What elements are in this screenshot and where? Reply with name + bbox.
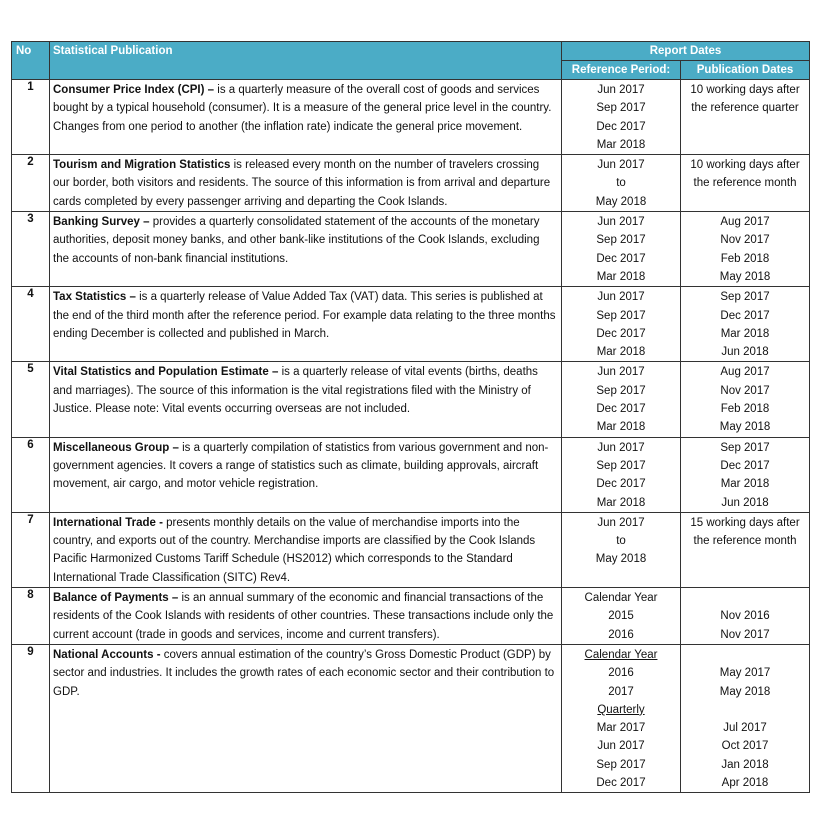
report-dates-table <box>11 41 810 793</box>
publication-title: Tourism and Migration Statistics <box>53 159 231 172</box>
reference-period: Mar 2018 <box>596 138 646 151</box>
row-number: 4 <box>12 287 50 362</box>
table-row <box>12 512 810 587</box>
title-separator: – <box>139 216 153 229</box>
publication-title: Consumer Price Index (CPI) <box>53 84 205 96</box>
publication-date: Oct 2017 <box>721 740 769 753</box>
publication-dates-cell <box>681 588 810 645</box>
reference-period: Calendar Year <box>584 648 658 661</box>
publication-title: Vital Statistics and Population Estimate <box>53 366 269 379</box>
publication-title: Balance of Payments <box>53 592 169 605</box>
publication-description <box>50 512 562 587</box>
reference-period: Jun 2017 <box>597 516 645 529</box>
publication-date: the reference month <box>693 177 797 190</box>
publication-description <box>50 287 562 362</box>
reference-period: Sep 2017 <box>596 758 646 771</box>
publication-date: the reference month <box>693 535 797 548</box>
publication-date: Jul 2017 <box>723 722 767 735</box>
reference-period: 2015 <box>608 610 634 623</box>
publication-date: Feb 2018 <box>720 252 770 265</box>
reference-period-cell <box>562 80 681 155</box>
reference-period-cell <box>562 588 681 645</box>
publication-date: Dec 2017 <box>720 459 770 472</box>
publication-date: Nov 2017 <box>720 384 770 397</box>
publication-description <box>50 155 562 212</box>
publication-dates-cell <box>681 512 810 587</box>
reference-period: Dec 2017 <box>596 776 646 789</box>
publication-date: May 2017 <box>719 667 771 680</box>
publication-date: Mar 2018 <box>720 327 770 340</box>
publication-description <box>50 437 562 512</box>
publication-dates-cell <box>681 437 810 512</box>
publication-date: May 2018 <box>719 421 771 434</box>
title-separator: – <box>268 366 282 379</box>
reference-period: Dec 2017 <box>596 403 646 416</box>
reference-period-cell <box>562 437 681 512</box>
publication-date: May 2018 <box>719 270 771 283</box>
reference-period-cell <box>562 155 681 212</box>
reference-period: Sep 2017 <box>596 459 646 472</box>
publication-description <box>50 644 562 792</box>
publication-date: Apr 2018 <box>721 776 769 789</box>
row-number: 2 <box>12 155 50 212</box>
publication-dates-cell <box>681 212 810 287</box>
title-separator: - <box>153 648 164 661</box>
publication-date: Nov 2017 <box>720 628 770 641</box>
publication-text: is an annual summary of the economic and financial transactions of the residents of the Cook Islands with residents of other countries. These transactions include only the current account (trade in goods and services, income and current transfers). <box>53 592 554 641</box>
header-report-dates: Report Dates <box>562 42 810 61</box>
reference-period: Jun 2017 <box>597 291 645 304</box>
publication-dates-cell <box>681 287 810 362</box>
row-number: 6 <box>12 437 50 512</box>
publication-date: Aug 2017 <box>720 366 770 379</box>
reference-period: Jun 2017 <box>597 159 645 172</box>
publication-date: Mar 2018 <box>720 478 770 491</box>
table-row <box>12 287 810 362</box>
title-separator: – <box>126 291 140 304</box>
table-row <box>12 644 810 792</box>
reference-period: May 2018 <box>595 553 647 566</box>
reference-period: Jun 2017 <box>597 740 645 753</box>
reference-period: Jun 2017 <box>597 84 645 96</box>
table-row <box>12 588 810 645</box>
row-number: 1 <box>12 80 50 155</box>
publication-date: Jun 2018 <box>721 496 769 509</box>
table-row <box>12 437 810 512</box>
reference-period-cell <box>562 287 681 362</box>
publication-text: is a quarterly release of vital events (births, deaths and marriages). The source of this information is the vital registrations filed with the Ministry of Justice. Please note: Vital events occurring overseas are not included. <box>53 366 538 416</box>
publication-description <box>50 588 562 645</box>
publication-dates-cell <box>681 155 810 212</box>
row-number: 8 <box>12 588 50 645</box>
reference-period: Sep 2017 <box>596 234 646 247</box>
table-row <box>12 212 810 287</box>
reference-period: Mar 2018 <box>596 270 646 283</box>
publication-description <box>50 212 562 287</box>
publication-text: provides a quarterly consolidated statement of the accounts of the monetary authorities, deposit money banks, and other bank-like institutions of the Cook Islands, excluding the accounts of non-bank financial institutions. <box>53 216 540 265</box>
publication-title: International Trade <box>53 516 156 529</box>
reference-period-cell <box>562 644 681 792</box>
reference-period: Quarterly <box>597 703 645 716</box>
reference-period-cell <box>562 212 681 287</box>
publication-text: covers annual estimation of the country’s Gross Domestic Product (GDP) by sector and industries. It includes the growth rates of each economic sector and their contribution to GDP. <box>53 648 555 698</box>
reference-period: Jun 2017 <box>597 366 645 379</box>
reference-period: Dec 2017 <box>596 120 646 133</box>
publication-date: Nov 2016 <box>720 610 770 623</box>
publication-title: Banking Survey <box>53 216 140 229</box>
header-reference-period: Reference Period: <box>562 61 681 80</box>
publication-title: Miscellaneous Group <box>53 441 170 454</box>
reference-period: Calendar Year <box>584 592 658 605</box>
header-no: No <box>12 42 50 80</box>
reference-period: Jun 2017 <box>597 216 645 229</box>
reference-period: Dec 2017 <box>596 252 646 265</box>
publication-description <box>50 80 562 155</box>
reference-period: 2017 <box>608 685 634 698</box>
publication-dates-cell <box>681 362 810 437</box>
publication-text: presents monthly details on the value of merchandise imports into the country, and exports out of the country. Merchandise imports are classified by the Cook Islands Pacific Harmonized Customs Tariff Schedule (HS2012) which corresponds to the Standard International Trade Classification (SITC) Rev4. <box>53 516 536 584</box>
reference-period: Mar 2018 <box>596 496 646 509</box>
title-separator: - <box>155 516 167 529</box>
reference-period: Dec 2017 <box>596 478 646 491</box>
publication-text: is released every month on the number of travelers crossing our border, both visitors and residents. The source of this information is from arrival and departure cards completed by every passenger arriving and departing the Cook Islands. <box>53 159 551 208</box>
reference-period: Sep 2017 <box>596 102 646 115</box>
title-separator: – <box>169 441 183 454</box>
publication-date: Sep 2017 <box>720 291 770 304</box>
publication-date: Dec 2017 <box>720 309 770 322</box>
publication-dates-cell <box>681 644 810 792</box>
publication-date: 10 working days after <box>690 159 800 172</box>
publication-date: Nov 2017 <box>720 234 770 247</box>
publication-title: National Accounts <box>53 648 154 661</box>
reference-period: 2016 <box>608 628 634 641</box>
publication-date: Sep 2017 <box>720 441 770 454</box>
publication-date: Aug 2017 <box>720 216 770 229</box>
publication-dates-cell <box>681 80 810 155</box>
publication-date: Feb 2018 <box>720 403 770 416</box>
title-separator: – <box>168 592 182 605</box>
publication-text: is a quarterly measure of the overall cost of goods and services bought by a typical household (consumer). It is a measure of the general price level in the country. Changes from one period to another (the inflation rate) indicate the general price movement. <box>53 84 552 133</box>
reference-period: Sep 2017 <box>596 384 646 397</box>
reference-period: Mar 2018 <box>596 346 646 359</box>
reference-period: May 2018 <box>595 195 647 208</box>
publication-date: the reference quarter <box>691 102 799 115</box>
publication-date: Jun 2018 <box>721 346 769 359</box>
publication-text: is a quarterly release of Value Added Tax (VAT) data. This series is published at the end of the third month after the reference period. For example data relating to the three months ending December is collected and published in March. <box>53 291 556 340</box>
reference-period: 2016 <box>608 667 634 680</box>
reference-period: to <box>616 535 626 548</box>
title-separator: – <box>204 84 218 96</box>
reference-period-cell <box>562 512 681 587</box>
reference-period: Sep 2017 <box>596 309 646 322</box>
publication-date: Jan 2018 <box>721 758 769 771</box>
header-publication: Statistical Publication <box>50 42 562 80</box>
publication-date <box>681 589 809 607</box>
reference-period-cell <box>562 362 681 437</box>
publication-date: May 2018 <box>719 685 771 698</box>
table-row <box>12 362 810 437</box>
publication-date <box>681 646 809 664</box>
row-number: 3 <box>12 212 50 287</box>
row-number: 5 <box>12 362 50 437</box>
publication-text: is a quarterly compilation of statistics from various government and non-government agencies. It covers a range of statistics such as climate, building approvals, aircraft movement, air cargo, and motor vehicle registration. <box>53 441 549 491</box>
reference-period: Jun 2017 <box>597 441 645 454</box>
reference-period: Mar 2018 <box>596 421 646 434</box>
publication-date: 15 working days after <box>690 516 800 529</box>
publication-title: Tax Statistics <box>53 291 127 304</box>
publication-date <box>681 701 809 719</box>
reference-period: to <box>616 177 626 190</box>
publication-date: 10 working days after <box>690 84 800 96</box>
row-number: 7 <box>12 512 50 587</box>
table-row <box>12 80 810 155</box>
reference-period: Dec 2017 <box>596 327 646 340</box>
header-publication-dates: Publication Dates <box>681 61 810 80</box>
row-number: 9 <box>12 644 50 792</box>
publication-description <box>50 362 562 437</box>
table-row <box>12 155 810 212</box>
table-body <box>12 80 810 793</box>
reference-period: Mar 2017 <box>596 722 646 735</box>
